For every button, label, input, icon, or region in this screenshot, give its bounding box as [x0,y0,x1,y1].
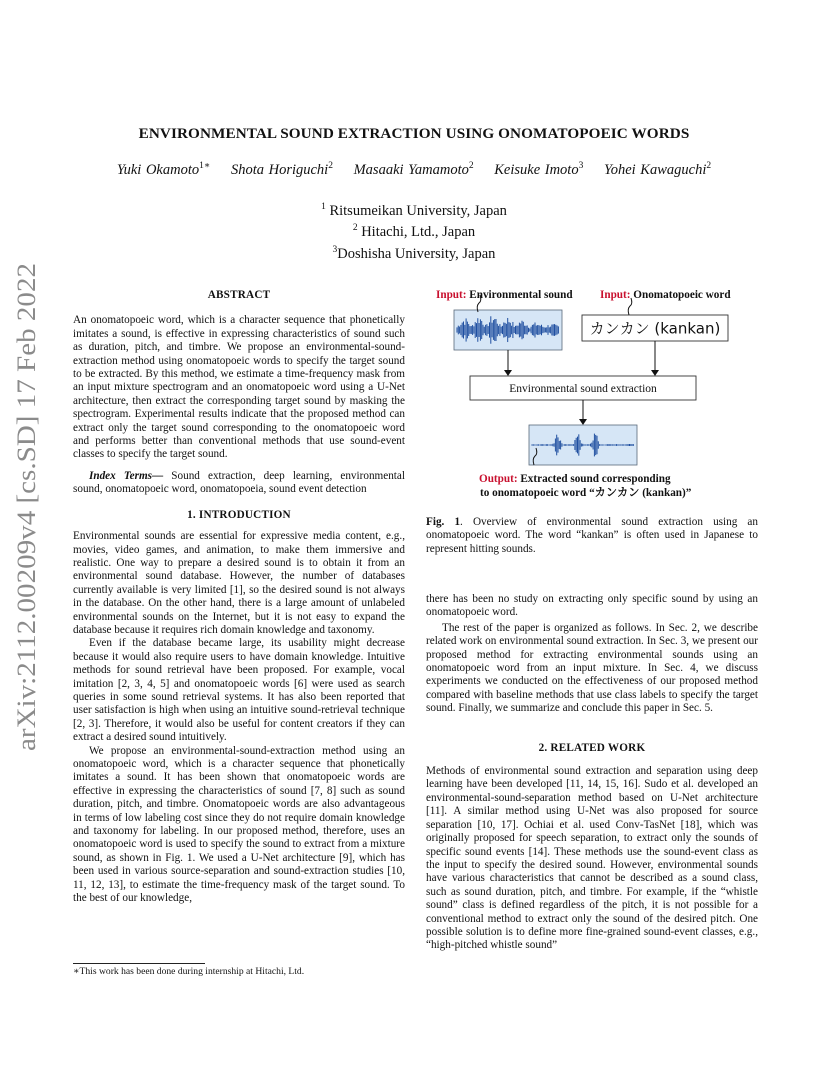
intro-heading: 1. INTRODUCTION [187,508,291,521]
abstract-heading: ABSTRACT [207,289,271,301]
author: Yuki Okamoto$^{1∗}$ [116,161,211,178]
input-text: Environmental sound [466,289,573,301]
right-column [426,593,758,953]
body-paragraph: Methods of environmental sound extraction and separation using deep learning have been developed [11, 14, 15, 16]. Sudo et al. developed an environmental-sound-separation method based on U-Net architecture [11]. A similar method using U-Net was also proposed for source separation [10, 17]. Ochiai et al. used Conv-TasNet [18], which was originally proposed for speech separation, to extract only the sounds of specific sound events [14]. These methods use the sound-event class as the input to specify the desired sound. However, environmental sounds have various characteristics that cannot be described as a sound class, such as sound duration, pitch, and timbre. For example, if the “whistle sound” class is defined regardless of the pitch, it is not possible for a conventional method to extract only the sound of the desired pitch. One possible solution is to define more fine-grained sound-event classes, e.g., “high-pitched whistle sound” [426,765,758,952]
arxiv-stamp [12,262,46,752]
footnote: ∗This work has been done during internship at Hitachi, Ltd. [73,966,305,977]
intro-paragraph: Environmental sounds are essential for expressive media content, e.g., movies, video games, and animation, to make them immersive and realistic. One way to prepare a desired sound is to obtain it from an environmental sound database. However, the number of databases currently available is very limited [1], so the desired sound is not always in the database. On the other hand, there is a large amount of unlabeled environmental sounds on the Internet, but it is not easy to expand the database because it requires rich domain knowledge and taxonomy. [73,530,405,636]
affiliation: $^3$Doshisha University, Japan [332,244,496,262]
body-paragraph: there has been no study on extracting only specific sound by using an onomatopoeic word. [426,593,758,619]
svg-text:Output: Extracted sound corres [479,473,671,485]
process-text: Environmental sound extraction [509,383,657,395]
abstract-text: An onomatopoeic word, which is a character sequence that phonetically imitates a sound, is effective in expressing characteristics of sound such as duration, pitch, and timbre. We propose an environmental-sound-extraction method using onomatopoeic words to specify the target sound to be extracted. By this method, we estimate a time-frequency mask from an input mixture spectrogram and an onomatopoeic word using a U-Net architecture, then extract the corresponding target sound by masking the spectrogram. Experimental results indicate that the proposed method can extract only the target sound corresponding to the onomatopoeic word and performs better than conventional methods that use sound-event classes to specify the target sound. [73,314,405,461]
author: Keisuke Imoto$^3$ [494,161,584,178]
output-text: Extracted sound corresponding [517,473,671,485]
author: Shota Horiguchi$^2$ [230,161,333,178]
svg-text:Input: Environmental sound [436,289,573,301]
input-label: Input: [600,289,631,301]
onomatopoeia-text: カンカン (kankan) [589,319,721,338]
affiliation: $^1$ Ritsumeikan University, Japan [321,202,507,219]
affiliation: $^2$ Hitachi, Ltd., Japan [352,223,476,241]
figure-1 [426,282,760,504]
intro-paragraph: Even if the database became large, its usability might decrease because it would also require users to have domain knowledge. Intuitive methods for sound retrieval have been proposed. For example, vocal imitation [2, 3, 4, 5] and onomatopoeic words [6] were used as search queries in some sound retrieval systems. It has also been reported that user satisfaction is high when using an intuitive sound-retrieval technique [2, 3]. Therefore, it would also be useful for content creators if they can extract a desired sound intuitively. [73,637,405,744]
paper-title: ENVIRONMENTAL SOUND EXTRACTION USING ONOMATOPOEIC WORDS [138,125,690,142]
author: Masaaki Yamamoto$^2$ [353,161,474,178]
left-column [73,289,405,905]
related-work-heading: 2. RELATED WORK [538,741,646,754]
output-text-2: to onomatopoeic word “カンカン (kankan)” [480,487,692,499]
author: Yohei Kawaguchi$^2$ [603,161,712,178]
author-list [0,160,828,179]
footnote-rule [73,963,205,964]
input-label: Input: [436,289,467,301]
body-paragraph: The rest of the paper is organized as follows. In Sec. 2, we describe related work on environmental sound extraction. In Sec. 3, we present our proposed method for extracting environmental sounds using an onomatopoeic word from an input mixture. In Sec. 4, we discuss experiments we conducted on the effectiveness of our proposed method compared with baseline methods that use class labels to specify the target sound. Finally, we summarize and conclude this paper in Sec. 5. [426,621,758,715]
input-text: Onomatopoeic word [630,289,731,301]
output-label: Output: [479,473,518,485]
svg-text:Input: Onomatopoeic word [600,289,731,301]
affiliations [0,199,828,263]
arxiv-id: arXiv:2112.00209v4 [cs.SD] 17 Feb 2022 [12,314,41,751]
index-terms: Index Terms— Sound extraction, deep learning, environmental sound, onomatopoeic word, onomatopoeia, sound event detection [73,469,405,496]
intro-paragraph: We propose an environmental-sound-extraction method using an onomatopoeic word, which is a character sequence that phonetically imitates a sound. It has been shown that onomatopoeic words are effective in expressing the characteristics of sound [7, 8] such as sound duration, pitch, and timbre. Onomatopoeic words are also advantageous in terms of low labeling cost since they do not require domain knowledge and taxonomy for labeling. In our proposed method, therefore, uses an onomatopoeic word is used to specify the sound to extract from a mixture sound, as shown in Fig. 1. We used a U-Net architecture [9], which has been used in various source-separation and sound-extraction studies [10, 11, 12, 13], to estimate the time-frequency mask of the target sound. To the best of our knowledge, [73,744,405,905]
figure-caption: Fig. 1. Overview of environmental sound extraction using an onomatopoeic word. The word “kankan” is often used in Japanese to represent hitting sounds. [426,516,758,555]
